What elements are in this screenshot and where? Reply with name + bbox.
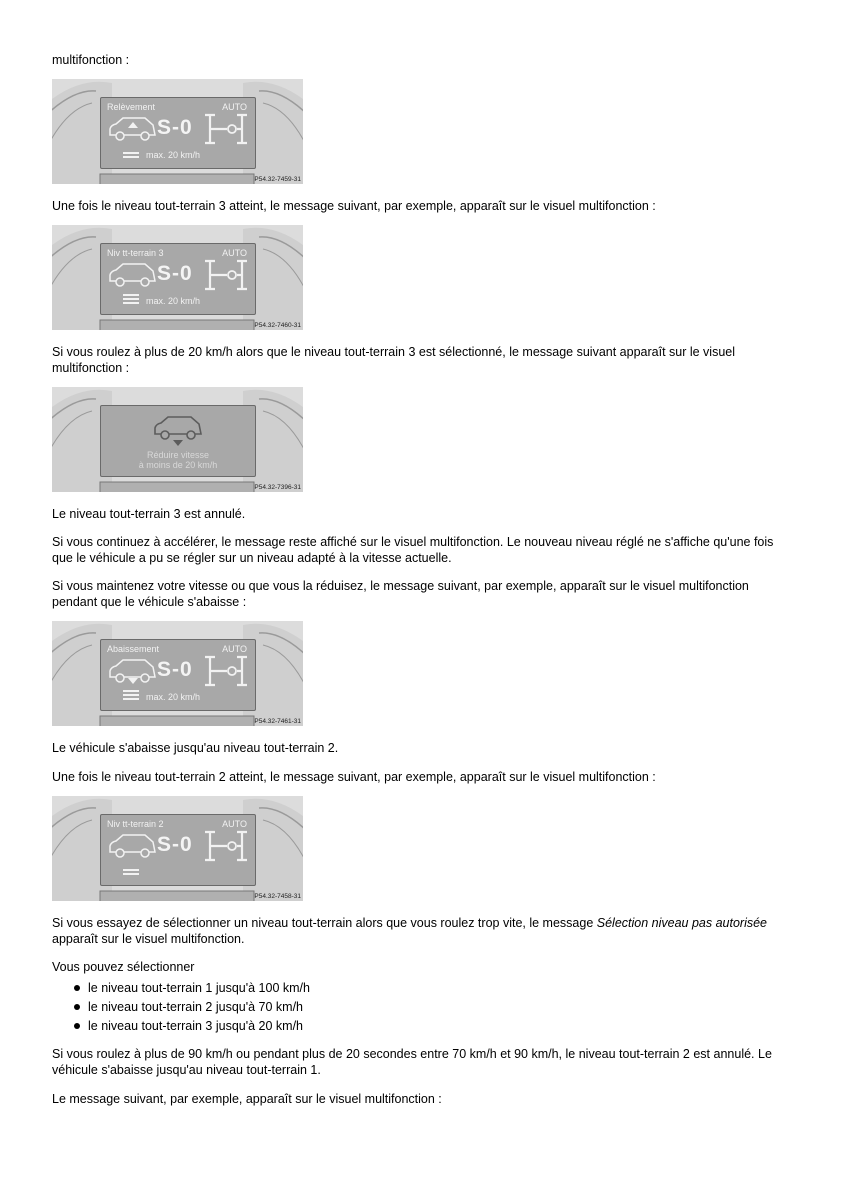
paragraph-maintain-speed: Si vous maintenez votre vitesse ou que vous la réduisez, le message suivant, par exemple, apparaît sur le visuel multifonction pendant que le véhicule s'abaisse :	[52, 579, 749, 609]
paragraph-too-fast	[52, 915, 797, 947]
display-mode: AUTO	[222, 644, 247, 654]
display-code: S-0	[157, 658, 193, 681]
level-bars-icon	[123, 294, 139, 306]
display-speed-limit: max. 20 km/h	[146, 296, 201, 306]
paragraph-level2-reached: Une fois le niveau tout-terrain 2 atteint, le message suivant, par exemple, apparaît sur le visuel multifonction :	[52, 770, 656, 784]
drivetrain-icon	[203, 654, 249, 688]
list-item: le niveau tout-terrain 2 jusqu'à 70 km/h	[52, 999, 310, 1018]
display-figure-level2	[52, 796, 303, 901]
figure-reference: P54.32-7461-31	[254, 718, 301, 725]
list-item: le niveau tout-terrain 3 jusqu'à 20 km/h	[52, 1018, 310, 1037]
warning-line-1: Réduire vitesse	[146, 450, 210, 460]
display-status-label: Niv tt-terrain 2	[107, 819, 164, 829]
display-code: S-0	[157, 116, 193, 139]
list-item: le niveau tout-terrain 1 jusqu'à 100 km/h	[52, 980, 310, 999]
paragraph-over-20: Si vous roulez à plus de 20 km/h alors que le niveau tout-terrain 3 est sélectionné, le message suivant apparaît sur le visuel multifonction :	[52, 345, 736, 375]
too-fast-text: Si vous essayez de sélectionner un niveau tout-terrain alors que vous roulez trop vite, le message	[52, 916, 597, 930]
car-icon	[107, 261, 159, 287]
figure-reference: P54.32-7458-31	[254, 893, 301, 900]
paragraph-continue-accelerate: Si vous continuez à accélérer, le message reste affiché sur le visuel multifonction. Le nouveau niveau réglé ne s'affiche qu'une fois que le véhicule a pu se régler sur un niveau adapté à la vitesse actuelle.	[52, 535, 774, 565]
figure-reference: P54.32-7396-31	[254, 484, 301, 491]
paragraph-can-select: Vous pouvez sélectionner	[52, 960, 195, 974]
drivetrain-icon	[203, 112, 249, 146]
display-speed-limit: max. 20 km/h	[146, 692, 201, 702]
car-icon	[107, 832, 159, 858]
display-code: S-0	[157, 833, 193, 856]
display-figure-level3	[52, 225, 303, 330]
paragraph-level3-cancelled: Le niveau tout-terrain 3 est annulé.	[52, 507, 246, 521]
display-speed-limit: max. 20 km/h	[146, 150, 201, 160]
drivetrain-icon	[203, 829, 249, 863]
warning-line-2: à moins de 20 km/h	[138, 460, 218, 470]
drivetrain-icon	[203, 258, 249, 292]
car-lower-icon	[107, 657, 159, 685]
too-fast-text-end: apparaît sur le visuel multifonction.	[52, 932, 245, 946]
display-mode: AUTO	[222, 248, 247, 258]
display-status-label: Abaissement	[107, 644, 160, 654]
figure-reference: P54.32-7459-31	[254, 176, 301, 183]
level-bars-icon	[123, 869, 139, 877]
speed-limit-list	[52, 980, 310, 1037]
multifunction-display	[100, 405, 256, 477]
paragraph-intro: multifonction :	[52, 53, 130, 67]
car-lower-icon	[151, 414, 207, 448]
display-figure-reduce-speed	[52, 387, 303, 492]
display-code: S-0	[157, 262, 193, 285]
message-name: Sélection niveau pas autorisée	[596, 916, 768, 930]
display-mode: AUTO	[222, 102, 247, 112]
paragraph-level2-cancelled: Si vous roulez à plus de 90 km/h ou pendant plus de 20 secondes entre 70 km/h et 90 km/h, le niveau tout-terrain 2 est annulé. Le véhicule s'abaisse jusqu'au niveau tout-terrain 1.	[52, 1047, 772, 1077]
display-figure-relevement	[52, 79, 303, 184]
paragraph-following-message: Le message suivant, par exemple, apparaît sur le visuel multifonction :	[52, 1092, 442, 1106]
level-bars-icon	[123, 152, 139, 160]
paragraph-lowers-level2: Le véhicule s'abaisse jusqu'au niveau tout-terrain 2.	[52, 741, 339, 755]
multifunction-display	[100, 243, 256, 315]
display-status-label: Relèvement	[107, 102, 156, 112]
multifunction-display	[100, 814, 256, 886]
car-raise-icon	[107, 115, 159, 141]
paragraph-level3-reached: Une fois le niveau tout-terrain 3 atteint, le message suivant, par exemple, apparaît sur le visuel multifonction :	[52, 199, 656, 213]
display-status-label: Niv tt-terrain 3	[107, 248, 164, 258]
display-figure-abaissement	[52, 621, 303, 726]
multifunction-display	[100, 97, 256, 169]
figure-reference: P54.32-7460-31	[254, 322, 301, 329]
display-warning	[101, 450, 255, 470]
display-mode: AUTO	[222, 819, 247, 829]
level-bars-icon	[123, 690, 139, 702]
multifunction-display	[100, 639, 256, 711]
